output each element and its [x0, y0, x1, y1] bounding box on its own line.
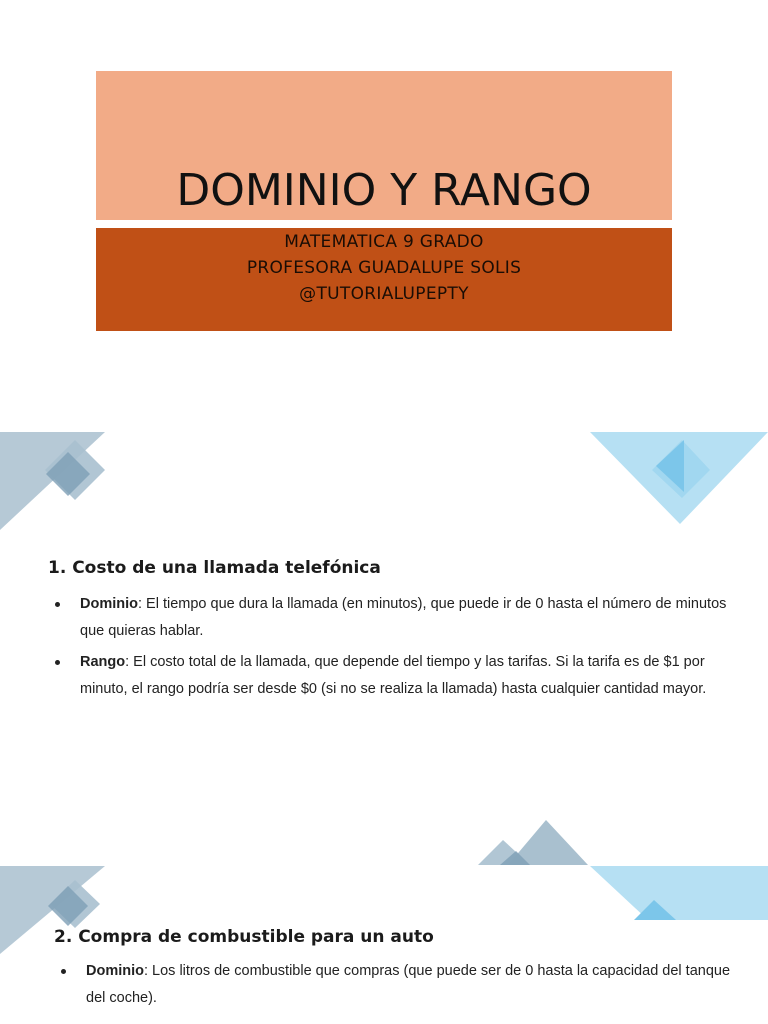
subtitle-line: PROFESORA GUADALUPE SOLIS	[246, 258, 522, 278]
bullet-dot	[55, 660, 60, 665]
term-label: Dominio	[86, 963, 144, 979]
term-description: : El costo total de la llamada, que depende del tiempo y las tarifas. Si la tarifa es de $1 por minuto, el rango podría ser desde $0 (si no se realiza la llamada) hasta cualquier cantidad mayor.	[80, 654, 707, 697]
section-title: 2. Compra de combustible para un auto	[54, 927, 434, 947]
decor-left-top	[0, 432, 110, 532]
list-item	[80, 649, 740, 703]
cover-subtitle	[96, 229, 672, 307]
bullet-list	[86, 958, 736, 1016]
list-item	[86, 958, 736, 1012]
bullet-dot	[61, 969, 66, 974]
bullet-dot	[55, 602, 60, 607]
subtitle-line: @TUTORIALUPEPTY	[299, 284, 469, 304]
subtitle-line: MATEMATICA 9 GRADO	[284, 232, 484, 252]
cover-title: DOMINIO Y RANGO	[176, 165, 592, 216]
decor-right-bottom	[590, 866, 768, 922]
list-item	[80, 591, 740, 645]
decor-right-top	[590, 432, 768, 532]
section-title: 1. Costo de una llamada telefónica	[48, 558, 381, 578]
term-description: : Los litros de combustible que compras (que puede ser de 0 hasta la capacidad del tanque del coche).	[86, 963, 731, 1006]
term-description: : El tiempo que dura la llamada (en minutos), que puede ir de 0 hasta el número de minutos que quieras hablar.	[80, 596, 727, 639]
decor-center-bottom	[478, 818, 598, 866]
term-label: Dominio	[80, 596, 138, 612]
term-label: Rango	[80, 654, 126, 670]
bullet-list	[80, 591, 740, 707]
